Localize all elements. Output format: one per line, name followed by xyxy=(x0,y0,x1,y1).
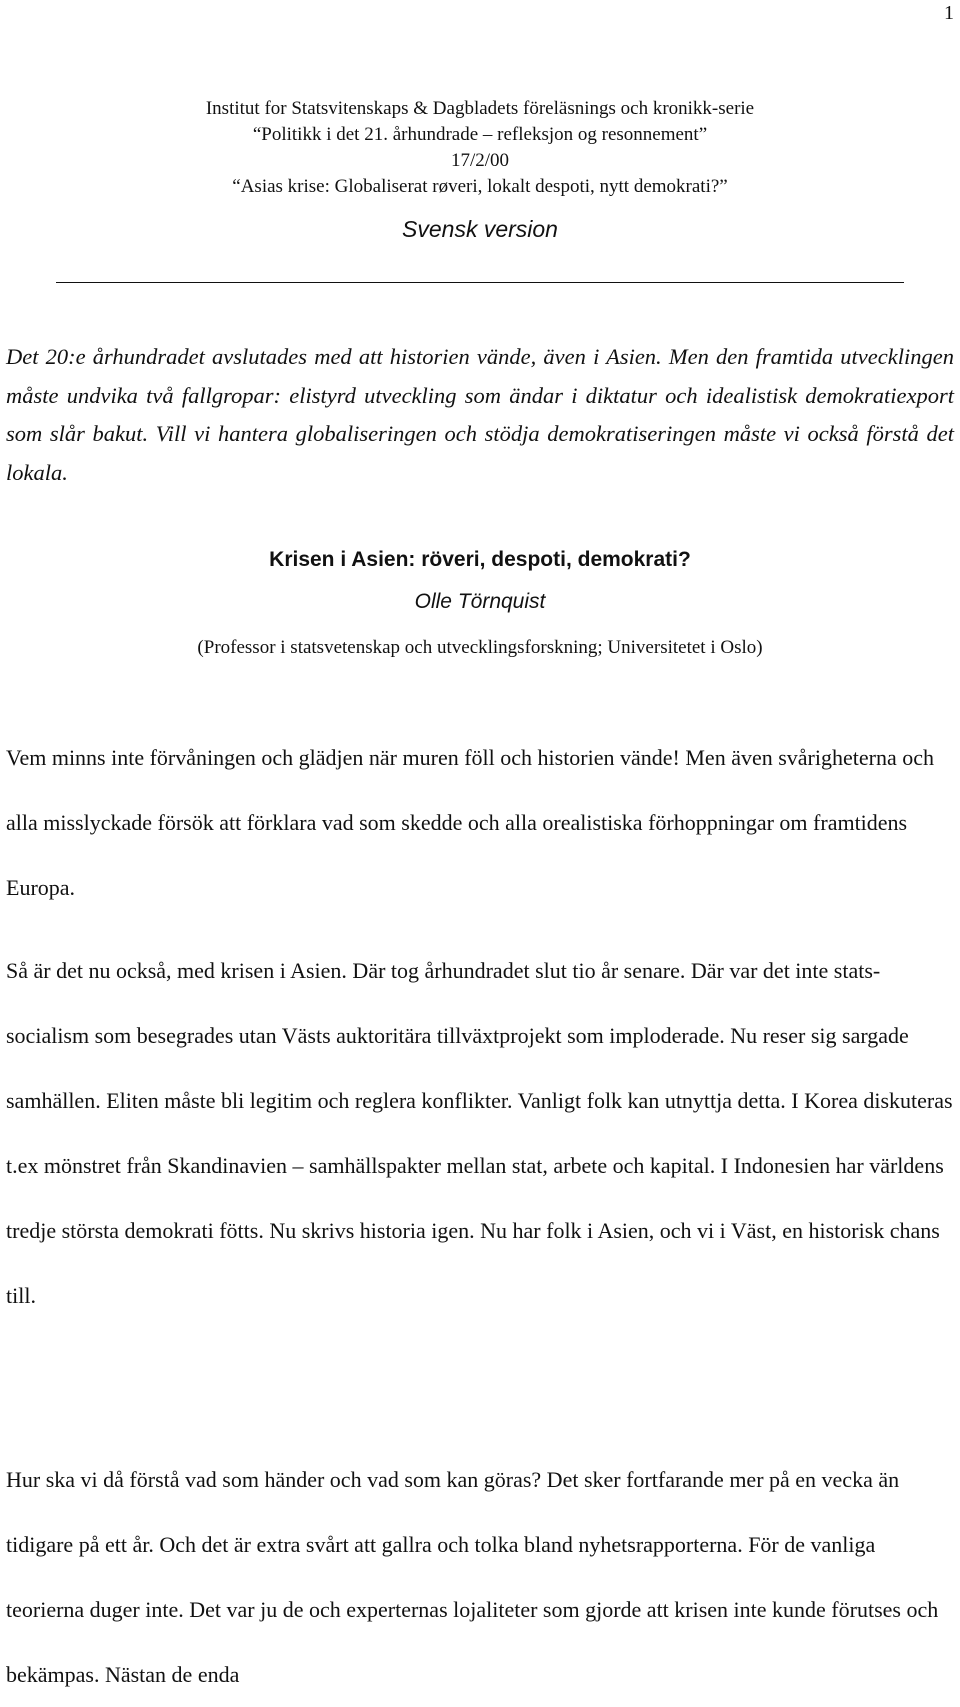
author-affiliation: (Professor i statsvetenskap och utvecklingsforskning; Universitetet i Oslo) xyxy=(197,637,763,658)
body-paragraph: Vem minns inte förvåningen och glädjen när muren föll och historien vände! Men även svårigheterna och alla misslyckade försök att förklara vad som skedde och alla orealistiska förhoppningar om framtidens Europa. xyxy=(6,745,934,900)
header-divider xyxy=(56,282,904,283)
header-line-lecture-title: “Asias krise: Globaliserat røveri, lokalt despoti, nytt demokrati?” xyxy=(232,176,728,197)
author-name: Olle Törnquist xyxy=(414,590,546,613)
header-line-series-title: “Politikk i det 21. århundrade – refleksjon og resonnement” xyxy=(252,124,708,145)
language-version: Svensk version xyxy=(402,216,558,242)
header-line-date: 17/2/00 xyxy=(450,150,510,171)
article-title: Krisen i Asien: röveri, despoti, demokrati? xyxy=(269,548,691,571)
document-header xyxy=(0,96,960,200)
page-number: 1 xyxy=(944,2,954,24)
abstract: Det 20:e århundradet avslutades med att historien vände, även i Asien. Men den framtida utvecklingen måste undvika två fallgropar: elistyrd utveckling som ändar i diktatur och idealistisk demokratiexport som slår bakut. Vill vi hantera globaliseringen och stödja demokratiseringen måste vi också förstå det lokala. xyxy=(6,344,954,485)
body-paragraph: Hur ska vi då förstå vad som händer och vad som kan göras? Det sker fortfarande mer på en vecka än tidigare på ett år. Och det är extra svårt att gallra och tolka bland nyhetsrapporterna. För de vanliga teorierna duger inte. Det var ju de och experternas lojaliteter som gjorde att krisen inte kunde förutses och bekämpas. Nästan de enda xyxy=(6,1467,939,1687)
body-paragraph: Så är det nu också, med krisen i Asien. Där tog århundradet slut tio år senare. Där var det inte stats-socialism som besegrades utan Västs auktoritära tillväxtprojekt som imploderade. Nu reser sig sargade samhällen. Eliten måste bli legitim och reglera konflikter. Vanligt folk kan utnyttja detta. I Korea diskuteras t.ex mönstret från Skandinavien – samhällspakter mellan stat, arbete och kapital. I Indonesien har världens tredje största demokrati fötts. Nu skrivs historia igen. Nu har folk i Asien, och vi i Väst, en historisk chans till. xyxy=(6,958,953,1308)
header-line-series: Institut for Statsvitenskaps & Dagbladets föreläsnings och kronikk-serie xyxy=(205,98,755,119)
